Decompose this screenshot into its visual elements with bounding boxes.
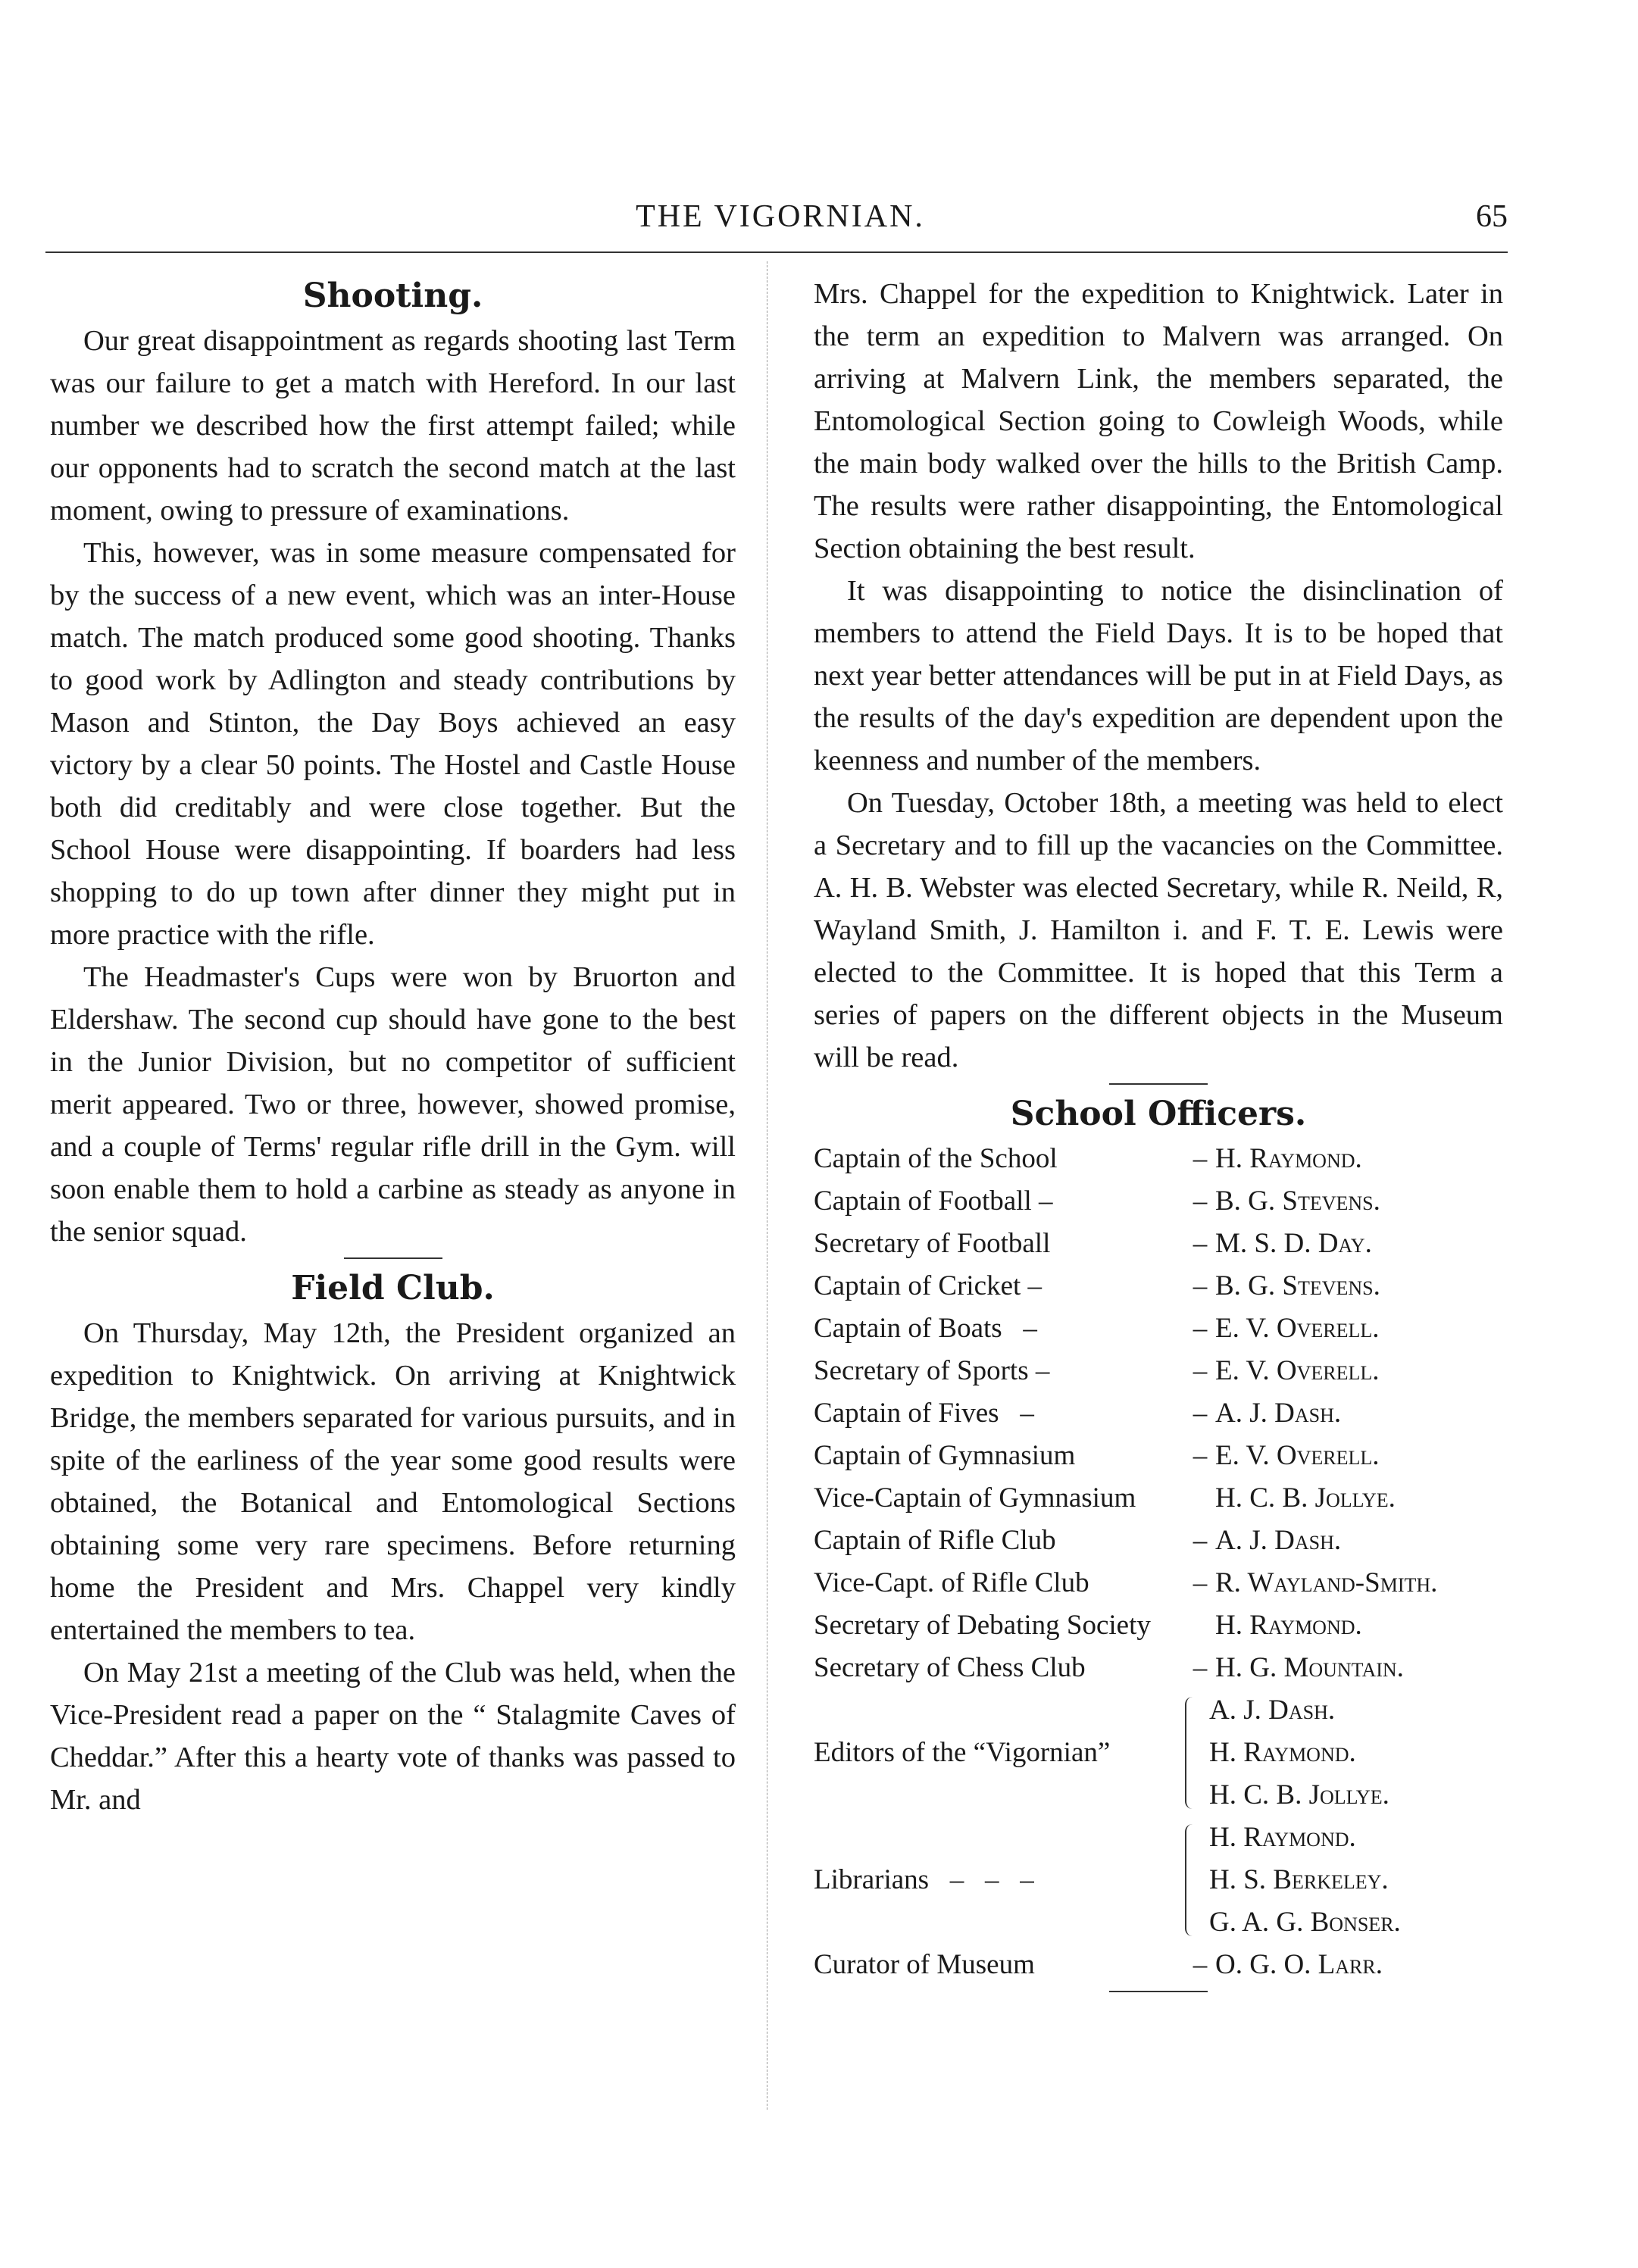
officer-name: M. S. D. Day. <box>1215 1228 1372 1259</box>
officer-row <box>814 1520 1503 1562</box>
officer-dash: – <box>1193 1143 1208 1174</box>
officer-row <box>814 1138 1503 1180</box>
right-column <box>814 273 1503 1998</box>
officer-row <box>814 1350 1503 1392</box>
officer-dash <box>1185 1477 1215 1520</box>
officer-name: E. V. Overell. <box>1215 1355 1380 1386</box>
officer-role: Captain of Rifle Club <box>814 1525 1056 1556</box>
shooting-heading: Shooting. <box>302 276 483 315</box>
officer-name: R. Wayland-Smith. <box>1215 1567 1438 1598</box>
officer-dash: – <box>1193 1440 1208 1471</box>
officers-list <box>814 1138 1503 1986</box>
officer-name: A. J. Dash. <box>1209 1695 1336 1726</box>
officer-dash: – <box>1193 1228 1208 1259</box>
shooting-paragraph: This, however, was in some measure compensated for by the success of a new event, which was an inter-House match. The match produced some good shooting. Thanks to good work by Adlington and steady contributions by Mason and Stinton, the Day Boys achieved an easy victory by a clear 50 points. The Hostel and Castle House both did creditably and were close together. But the School House were disappointing. If boarders had less shopping to do up town after dinner they might put in more practice with the rifle. <box>50 537 736 951</box>
field-club-paragraph: On Thursday, May 12th, the President organized an expedition to Knightwick. On arriving at Knightwick Bridge, the members separated for various pursuits, and in spite of the earliness of the year some good results were obtained, the Botanical and Entomological Sections obtaining some very rare specimens. Before returning home the President and Mrs. Chappel very kindly entertained the members to tea. <box>50 1317 736 1646</box>
officer-role: Secretary of Football <box>814 1228 1051 1259</box>
officer-dash: – <box>1193 1355 1208 1386</box>
field-club-paragraph: On Tuesday, October 18th, a meeting was held to elect a Secretary and to fill up the vacancies on the Committee. A. H. B. Webster was elected Secretary, while R. Neild, R, Wayland Smith, J. Hamilton i. and F. T. E. Lewis were elected to the Committee. It is hoped that this Term a series of papers on the different objects in the Museum will be read. <box>814 787 1503 1073</box>
officer-row <box>814 1307 1503 1350</box>
officer-role: Captain of the School <box>814 1143 1058 1174</box>
officer-name: H. Raymond. <box>1209 1737 1356 1768</box>
officer-name: H. C. B. Jollye. <box>1209 1779 1389 1810</box>
officer-role: Secretary of Sports – <box>814 1355 1050 1386</box>
librarians-group <box>814 1817 1503 1944</box>
field-club-paragraph: It was disappointing to notice the disinclination of members to attend the Field Days. It is to be hoped that next year better attendances will be put in at Field Days, as the results of the day's expedition are dependent upon the keenness and number of the members. <box>814 575 1503 776</box>
header-rule <box>45 251 1508 253</box>
field-club-heading: Field Club. <box>291 1269 495 1307</box>
page-number: 65 <box>1476 199 1508 234</box>
officer-role: Editors of the “Vigornian” <box>814 1737 1111 1768</box>
officer-name: H. Raymond. <box>1209 1822 1356 1853</box>
officer-role: Vice-Capt. of Rifle Club <box>814 1567 1089 1598</box>
officer-role: Secretary of Debating Society <box>814 1610 1151 1641</box>
officer-name: H. S. Berkeley. <box>1209 1864 1389 1895</box>
left-column <box>50 273 736 1821</box>
officer-role: Captain of Fives – <box>814 1398 1034 1429</box>
officer-row <box>814 1265 1503 1307</box>
officer-role: Vice-Captain of Gymnasium <box>814 1482 1136 1514</box>
school-officers-heading: School Officers. <box>1010 1095 1307 1133</box>
section-divider <box>1109 1083 1208 1085</box>
officer-dash: – <box>1193 1949 1208 1980</box>
officer-role: Captain of Football – <box>814 1186 1053 1217</box>
officer-name: H. G. Mountain. <box>1215 1652 1404 1683</box>
officer-name: B. G. Stevens. <box>1215 1270 1380 1301</box>
officer-name: H. Raymond. <box>1215 1610 1362 1641</box>
officer-dash <box>1185 1604 1215 1647</box>
officer-dash: – <box>1193 1525 1208 1556</box>
officer-dash: – <box>1193 1313 1208 1344</box>
field-club-paragraph-continued: Mrs. Chappel for the expedition to Knightwick. Later in the term an expedition to Malvern was arranged. On arriving at Malvern Link, the members separated, the Entomological Section going to Cowleigh Woods, while the main body walked over the hills to the British Camp. The results were rather disappointing, the Entomological Section obtaining the best result. <box>814 278 1503 564</box>
shooting-paragraph: Our great disappointment as regards shooting last Term was our failure to get a match with Hereford. In our last number we described how the first attempt failed; while our opponents had to scratch the second match at the last moment, owing to pressure of examinations. <box>50 325 736 526</box>
officer-row <box>814 1392 1503 1435</box>
librarians-names <box>1209 1817 1401 1944</box>
officer-row <box>814 1562 1503 1604</box>
section-divider <box>344 1257 442 1259</box>
officer-dash: – <box>1193 1567 1208 1598</box>
editors-names <box>1209 1689 1389 1817</box>
journal-title: THE VIGORNIAN. <box>636 199 925 234</box>
officer-role: Librarians – – – <box>814 1864 1034 1895</box>
officer-row <box>814 1477 1503 1520</box>
officer-dash: – <box>1193 1270 1208 1301</box>
officer-row <box>814 1435 1503 1477</box>
officer-name: A. J. Dash. <box>1215 1525 1342 1556</box>
officer-row <box>814 1944 1503 1986</box>
officer-role: Captain of Gymnasium <box>814 1440 1076 1471</box>
officer-role: Captain of Boats – <box>814 1313 1037 1344</box>
officer-name: H. Raymond. <box>1215 1143 1362 1174</box>
officer-name: G. A. G. Bonser. <box>1209 1907 1401 1938</box>
officer-name: O. G. O. Larr. <box>1215 1949 1383 1980</box>
officer-row <box>814 1604 1503 1647</box>
officer-row <box>814 1647 1503 1689</box>
officer-role: Captain of Cricket – <box>814 1270 1043 1301</box>
officer-name: H. C. B. Jollye. <box>1215 1482 1396 1514</box>
officer-dash: – <box>1193 1652 1208 1683</box>
officer-row <box>814 1180 1503 1223</box>
officer-name: A. J. Dash. <box>1215 1398 1342 1429</box>
officer-name: E. V. Overell. <box>1215 1440 1380 1471</box>
page-header <box>53 198 1508 244</box>
officer-role: Curator of Museum <box>814 1949 1035 1980</box>
editors-group <box>814 1689 1503 1817</box>
brace <box>1185 1824 1203 1936</box>
officer-dash: – <box>1193 1186 1208 1217</box>
officer-name: E. V. Overell. <box>1215 1313 1380 1344</box>
section-divider <box>1109 1991 1208 1992</box>
officer-row <box>814 1223 1503 1265</box>
brace <box>1185 1697 1203 1809</box>
officer-dash: – <box>1193 1398 1208 1429</box>
shooting-paragraph: The Headmaster's Cups were won by Bruorton and Eldershaw. The second cup should have gone to the best in the Junior Division, but no competitor of sufficient merit appeared. Two or three, however, showed promise, and a couple of Terms' regular rifle drill in the Gym. will soon enable them to hold a carbine as steady as anyone in the senior squad. <box>50 961 736 1248</box>
officer-role: Secretary of Chess Club <box>814 1652 1086 1683</box>
officer-name: B. G. Stevens. <box>1215 1186 1380 1217</box>
field-club-paragraph: On May 21st a meeting of the Club was held, when the Vice-President read a paper on the “ Stalagmite Caves of Cheddar.” After this a hearty vote of thanks was passed to Mr. and <box>50 1657 736 1816</box>
